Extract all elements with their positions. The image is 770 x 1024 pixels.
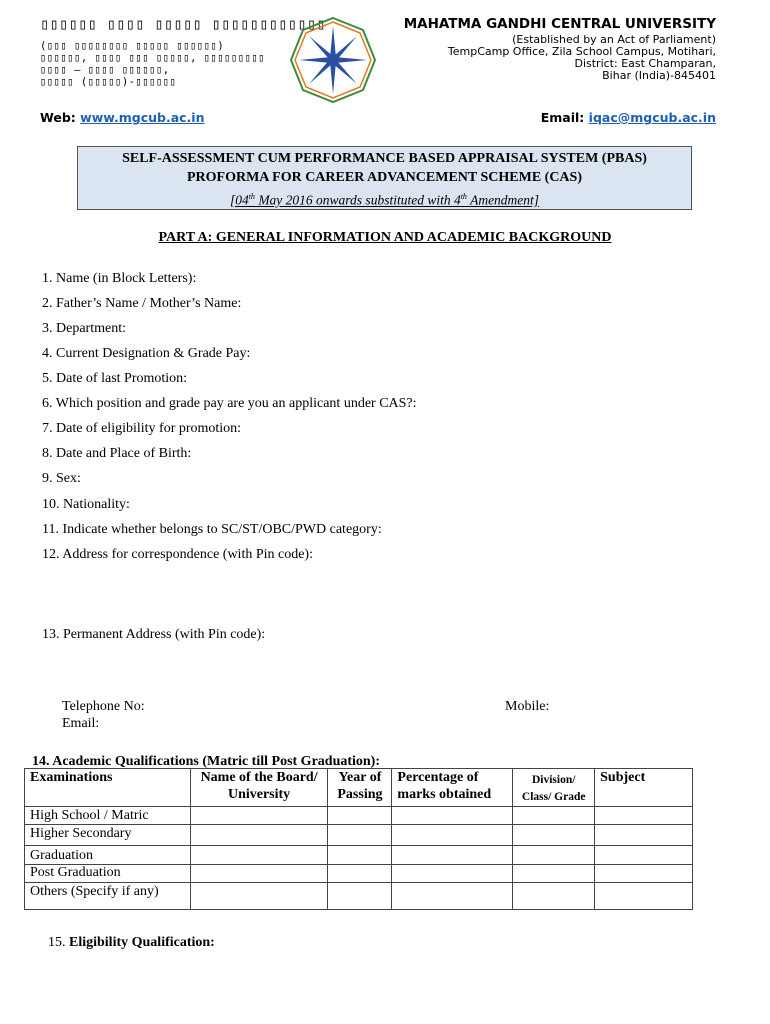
- question-item: 7. Date of eligibility for promotion:: [42, 421, 242, 436]
- table-row: [25, 825, 693, 846]
- mobile-label: Mobile:: [505, 699, 550, 714]
- table-row: [25, 883, 693, 910]
- address-line: TempCamp Office, Zila School Campus, Motihari,: [447, 45, 716, 58]
- email-field-label: Email:: [62, 716, 100, 731]
- established-line: (Established by an Act of Parliament): [512, 33, 716, 46]
- title-line-2: PROFORMA FOR CAREER ADVANCEMENT SCHEME (CAS): [186, 170, 582, 185]
- subject-cell[interactable]: [595, 825, 693, 846]
- header-division: Division/ Class/ Grade: [513, 769, 595, 807]
- division-cell[interactable]: [513, 865, 595, 883]
- year-cell[interactable]: [328, 807, 392, 825]
- board-cell[interactable]: [190, 846, 328, 865]
- subject-cell[interactable]: [595, 846, 693, 865]
- question-item: 11. Indicate whether belongs to SC/ST/OBC/PWD category:: [42, 522, 382, 537]
- board-cell[interactable]: [190, 883, 328, 910]
- table-row: [25, 865, 693, 883]
- subject-cell[interactable]: [595, 807, 693, 825]
- address-line: District: East Champaran,: [574, 57, 716, 70]
- proforma-title-box: [77, 146, 692, 210]
- board-cell[interactable]: [190, 825, 328, 846]
- hindi-address-line: (▯▯▯ ▯▯▯▯▯▯▯▯ ▯▯▯▯▯ ▯▯▯▯▯▯): [40, 40, 225, 52]
- question-item: 9. Sex:: [42, 471, 81, 486]
- year-cell[interactable]: [328, 865, 392, 883]
- board-cell[interactable]: [190, 807, 328, 825]
- email-label: Email:: [540, 110, 585, 125]
- hindi-address-line: ▯▯▯▯▯▯, ▯▯▯▯ ▯▯▯ ▯▯▯▯▯, ▯▯▯▯▯▯▯▯▯: [40, 52, 266, 64]
- question-item: 4. Current Designation & Grade Pay:: [42, 346, 251, 361]
- question-item: 5. Date of last Promotion:: [42, 371, 188, 386]
- question-item: 3. Department:: [42, 321, 126, 336]
- division-cell[interactable]: [513, 807, 595, 825]
- exam-name-cell: High School / Matric: [25, 807, 191, 825]
- header-board: Name of the Board/ University: [190, 769, 328, 807]
- year-cell[interactable]: [328, 846, 392, 865]
- percentage-cell[interactable]: [392, 865, 513, 883]
- division-cell[interactable]: [513, 846, 595, 865]
- hindi-address-line: ▯▯▯▯▯ (▯▯▯▯▯)-▯▯▯▯▯▯: [40, 76, 177, 88]
- academic-qualifications-table: [24, 768, 693, 910]
- exam-name-cell: Higher Secondary: [25, 825, 191, 846]
- table-row: [25, 846, 693, 865]
- web-contact: [40, 110, 205, 125]
- web-link[interactable]: www.mgcub.ac.in: [80, 110, 205, 125]
- q15-label: Eligibility Qualification:: [69, 935, 215, 950]
- email-contact: [541, 110, 716, 125]
- table-row: [25, 807, 693, 825]
- header-percentage: Percentage of marks obtained: [392, 769, 513, 807]
- header-examinations: Examinations: [25, 769, 191, 807]
- question-item: 6. Which position and grade pay are you an applicant under CAS?:: [42, 396, 417, 411]
- web-label: Web:: [40, 110, 76, 125]
- exam-name-cell: Others (Specify if any): [25, 883, 191, 910]
- subject-cell[interactable]: [595, 865, 693, 883]
- hindi-address-line: ▯▯▯▯ – ▯▯▯▯ ▯▯▯▯▯▯,: [40, 64, 170, 76]
- table-header-row: [25, 769, 693, 807]
- email-link[interactable]: iqac@mgcub.ac.in: [588, 110, 716, 125]
- question-item: 10. Nationality:: [42, 497, 130, 512]
- title-amendment-line: [04th May 2016 onwards substituted with 4th Amendment]: [229, 192, 540, 208]
- subject-cell[interactable]: [595, 883, 693, 910]
- telephone-label: Telephone No:: [62, 699, 145, 714]
- year-cell[interactable]: [328, 883, 392, 910]
- exam-name-cell: Post Graduation: [25, 865, 191, 883]
- exam-name-cell: Graduation: [25, 846, 191, 865]
- question-item: 12. Address for correspondence (with Pin code):: [42, 547, 313, 562]
- part-a-heading: PART A: GENERAL INFORMATION AND ACADEMIC BACKGROUND: [158, 230, 612, 245]
- university-chakra-logo-icon: [285, 12, 381, 108]
- question-item: 8. Date and Place of Birth:: [42, 446, 192, 461]
- eligibility-qualification-heading: [48, 935, 215, 951]
- hindi-university-name: ▯▯▯▯▯▯ ▯▯▯▯ ▯▯▯▯▯ ▯▯▯▯▯▯▯▯▯▯▯▯: [40, 15, 326, 33]
- question-item: 2. Father’s Name / Mother’s Name:: [42, 296, 242, 311]
- percentage-cell[interactable]: [392, 825, 513, 846]
- division-cell[interactable]: [513, 825, 595, 846]
- header-year: Year of Passing: [328, 769, 392, 807]
- academic-qualifications-heading: 14. Academic Qualifications (Matric till Post Graduation):: [32, 754, 381, 769]
- header-subject: Subject: [595, 769, 693, 807]
- english-university-name: MAHATMA GANDHI CENTRAL UNIVERSITY: [403, 16, 716, 32]
- division-cell[interactable]: [513, 883, 595, 910]
- year-cell[interactable]: [328, 825, 392, 846]
- percentage-cell[interactable]: [392, 883, 513, 910]
- q15-number: 15.: [48, 935, 66, 950]
- board-cell[interactable]: [190, 865, 328, 883]
- address-line: Bihar (India)-845401: [602, 69, 716, 82]
- question-permanent-address: 13. Permanent Address (with Pin code):: [42, 627, 266, 642]
- question-item: 1. Name (in Block Letters):: [42, 271, 197, 286]
- percentage-cell[interactable]: [392, 846, 513, 865]
- percentage-cell[interactable]: [392, 807, 513, 825]
- title-line-1: SELF-ASSESSMENT CUM PERFORMANCE BASED APPRAISAL SYSTEM (PBAS): [122, 151, 647, 166]
